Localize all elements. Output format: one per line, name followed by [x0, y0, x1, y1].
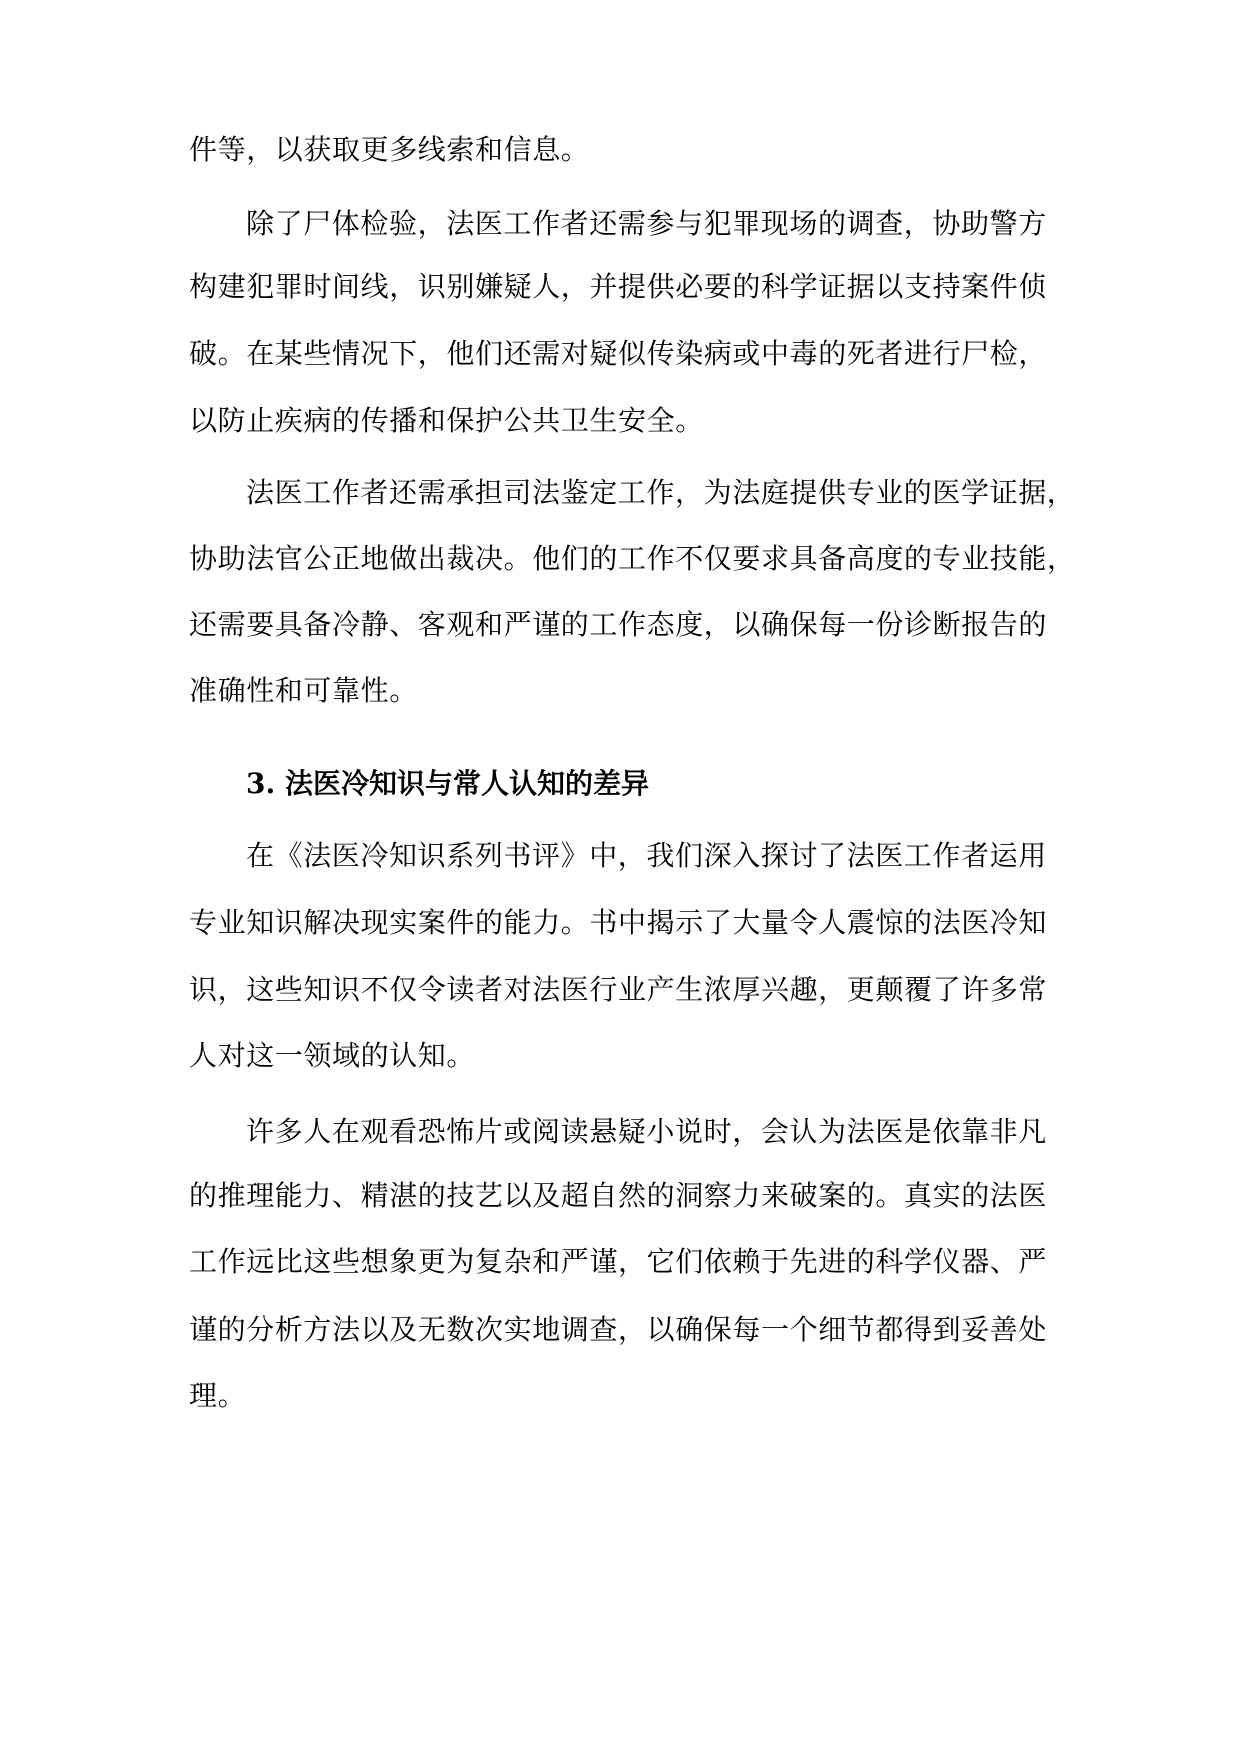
text-line: 专业知识解决现实案件的能力。书中揭示了大量令人震惊的法医冷知: [189, 906, 1048, 939]
text-line: 理。: [189, 1379, 247, 1412]
section-heading: 3. 法医冷知识与常人认知的差异: [246, 767, 649, 800]
text-line: 人对这一领域的认知。: [189, 1039, 476, 1072]
text-line: 协助法官公正地做出裁决。他们的工作不仅要求具备高度的专业技能，: [189, 542, 1076, 575]
text-line: 除了尸体检验，法医工作者还需参与犯罪现场的调查，协助警方: [246, 207, 1047, 240]
text-line: 工作远比这些想象更为复杂和严谨，它们依赖于先进的科学仪器、严: [189, 1245, 1048, 1278]
text-line: 件等，以获取更多线索和信息。: [189, 133, 590, 166]
text-line: 谨的分析方法以及无数次实地调查，以确保每一个细节都得到妥善处: [189, 1313, 1048, 1346]
text-line: 在《法医冷知识系列书评》中，我们深入探讨了法医工作者运用: [246, 839, 1047, 872]
text-line: 破。在某些情况下，他们还需对疑似传染病或中毒的死者进行尸检，: [189, 337, 1048, 370]
text-line: 识，这些知识不仅令读者对法医行业产生浓厚兴趣，更颠覆了许多常: [189, 973, 1048, 1006]
text-line: 准确性和可靠性。: [189, 674, 418, 707]
text-line: 法医工作者还需承担司法鉴定工作，为法庭提供专业的医学证据，: [246, 476, 1076, 509]
text-line: 的推理能力、精湛的技艺以及超自然的洞察力来破案的。真实的法医: [189, 1179, 1048, 1212]
text-line: 还需要具备冷静、客观和严谨的工作态度，以确保每一份诊断报告的: [189, 608, 1048, 641]
text-line: 以防止疾病的传播和保护公共卫生安全。: [189, 404, 704, 437]
text-line: 许多人在观看恐怖片或阅读悬疑小说时，会认为法医是依靠非凡: [246, 1115, 1047, 1148]
text-line: 构建犯罪时间线，识别嫌疑人，并提供必要的科学证据以支持案件侦: [189, 270, 1048, 303]
